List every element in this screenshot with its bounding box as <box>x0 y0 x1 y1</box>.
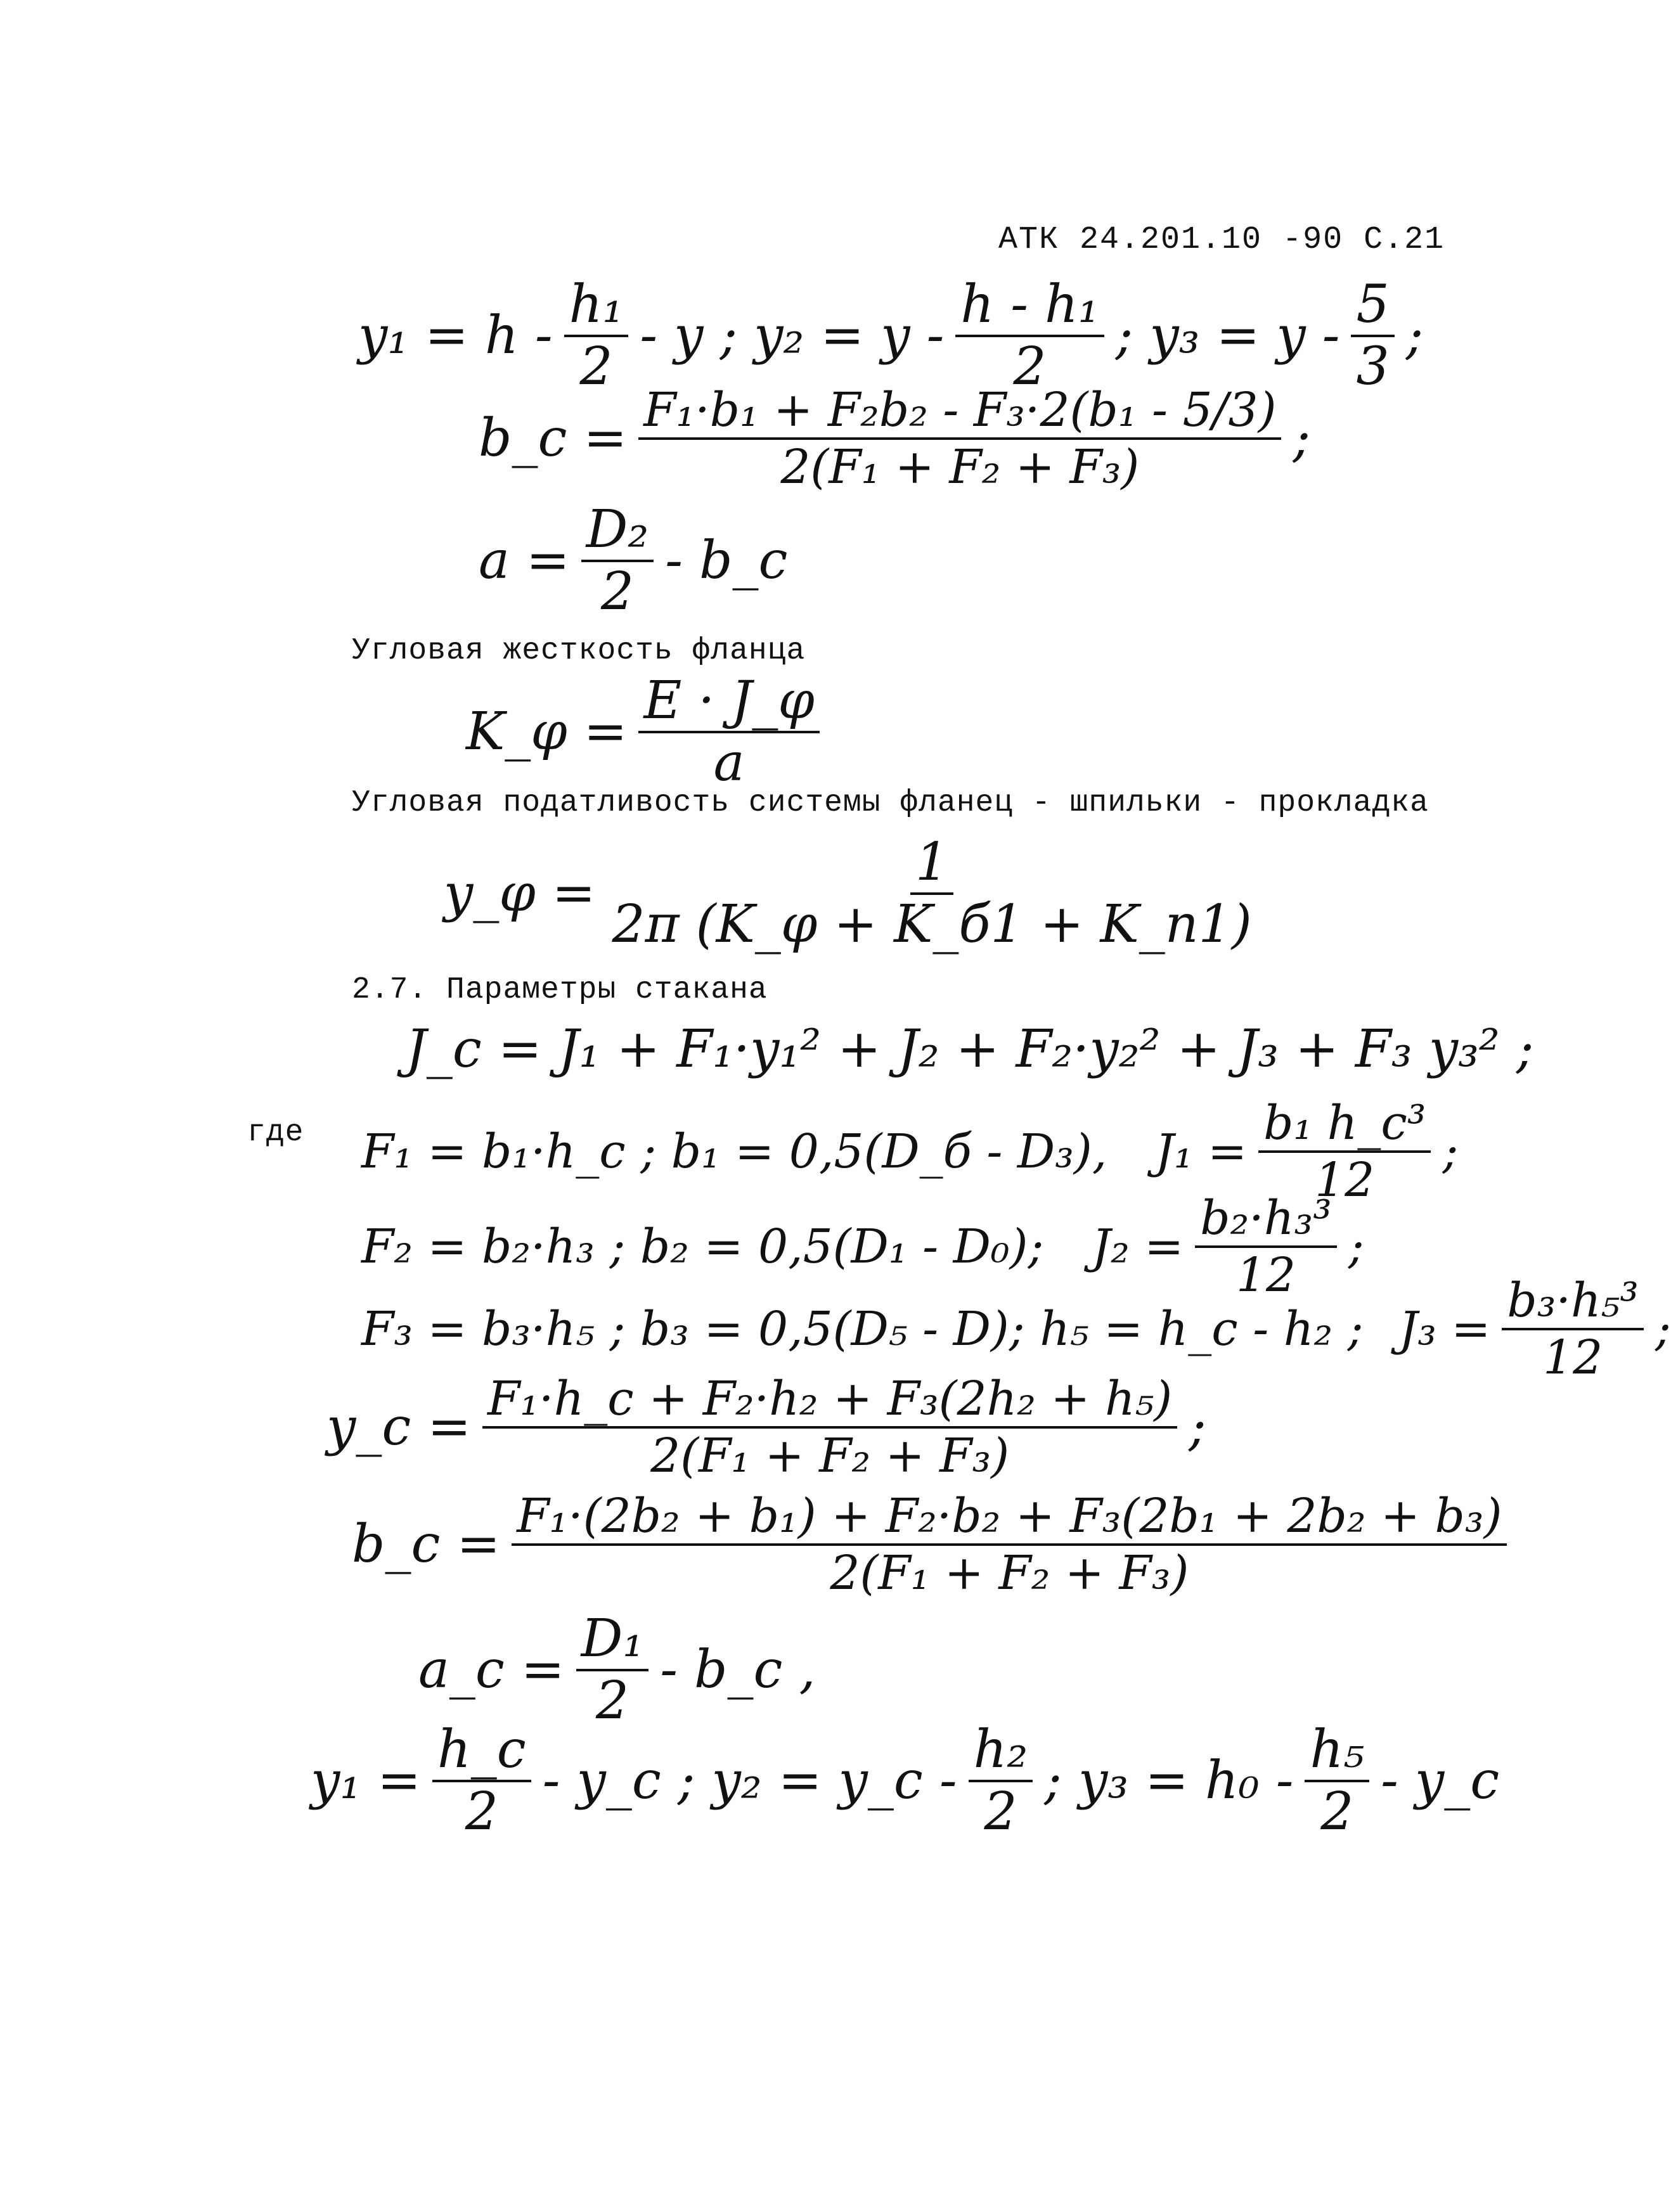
document-reference: АТК 24.201.10 -90 С.21 <box>998 222 1445 258</box>
formula-part: - y_c ; y₂ = y_c - <box>542 1751 957 1811</box>
formula-k-phi <box>466 671 820 793</box>
fraction <box>576 1609 649 1731</box>
numerator: F₁·(2b₂ + b₁) + F₂·b₂ + F₃(2b₁ + 2b₂ + b₃) <box>512 1493 1507 1546</box>
numerator: 1 <box>910 837 953 895</box>
formula-part: b_c = <box>479 408 628 468</box>
formula-part: y₁ = h - <box>358 305 553 366</box>
formula-part: ; <box>1405 305 1424 366</box>
formula-part: J₃ = <box>1398 1302 1491 1356</box>
fraction <box>432 1720 531 1842</box>
formula-part: a = <box>479 530 570 591</box>
denominator: 12 <box>1236 1248 1296 1302</box>
formula-part: - b_c <box>665 530 788 591</box>
formula-part: ; <box>1655 1302 1671 1356</box>
formula-a <box>479 499 788 622</box>
formula-part: F₃ = b₃·h₅ ; b₃ = 0,5(D₅ - D); h₅ = h_c - h₂ ; <box>361 1302 1364 1356</box>
numerator: b₁ h_c³ <box>1258 1100 1431 1153</box>
fraction <box>607 832 1257 955</box>
formula-part: K_φ = <box>466 702 628 762</box>
formula-part: y_φ = <box>444 863 596 923</box>
formula-bc <box>479 383 1311 494</box>
caption-angular-compliance: Угловая податливость системы фланец - шпильки - прокладка <box>352 786 1429 820</box>
numerator: h₅ <box>1305 1724 1369 1782</box>
formula-part: J₂ = <box>1092 1219 1184 1274</box>
formula-part: J₁ = <box>1155 1124 1248 1179</box>
formula-part: - y ; y₂ = y - <box>640 305 945 366</box>
numerator: E · J_φ <box>638 675 819 733</box>
numerator: F₁·h_c + F₂·h₂ + F₃(2h₂ + h₅) <box>482 1375 1177 1429</box>
formula-part: ; <box>1189 1397 1206 1457</box>
denominator: 2(F₁ + F₂ + F₃) <box>780 440 1140 494</box>
numerator: b₃·h₅³ <box>1502 1277 1644 1330</box>
formula-part: ; y₃ = y - <box>1115 305 1340 366</box>
formula-part: - b_c , <box>660 1640 816 1700</box>
fraction <box>512 1489 1507 1600</box>
numerator: D₂ <box>581 504 654 562</box>
denominator: 2 <box>579 337 613 397</box>
formula-part: F₂ = b₂·h₃ ; b₂ = 0,5(D₁ - D₀); <box>361 1219 1044 1274</box>
fraction <box>638 383 1281 494</box>
numerator: h₂ <box>969 1724 1033 1782</box>
formula-y-phi <box>444 832 1257 955</box>
numerator: h₁ <box>564 279 629 337</box>
formula-part: ; <box>1348 1219 1364 1274</box>
formula-part: ; <box>1442 1124 1459 1179</box>
formula-part: ; y₃ = h₀ - <box>1044 1751 1294 1811</box>
formula-part: b_c = <box>352 1514 501 1574</box>
denominator: a <box>713 733 745 793</box>
formula-part: y_c = <box>326 1397 472 1457</box>
denominator: 12 <box>1543 1330 1603 1385</box>
denominator: 2 <box>1320 1782 1354 1842</box>
fraction <box>482 1372 1177 1483</box>
denominator: 3 <box>1356 337 1390 397</box>
formula-bc-cup <box>352 1489 1507 1600</box>
label-where: где <box>247 1116 304 1150</box>
fraction <box>581 499 654 622</box>
formula-yc <box>326 1372 1206 1483</box>
fraction <box>564 274 629 397</box>
denominator: 2 <box>1013 337 1047 397</box>
formula-ac <box>418 1609 816 1731</box>
formula-part: F₁ = b₁·h_c ; b₁ = 0,5(D_б - D₃), <box>361 1124 1107 1179</box>
section-heading: 2.7. Параметры стакана <box>352 973 768 1007</box>
denominator: 2 <box>595 1671 629 1731</box>
denominator: 2 <box>465 1782 498 1842</box>
formula-part: - y_c <box>1381 1751 1500 1811</box>
formula-f3 <box>361 1273 1671 1385</box>
formula-y-coordinates <box>358 274 1424 397</box>
numerator: D₁ <box>576 1613 649 1671</box>
caption-angular-stiffness: Угловая жесткость фланца <box>352 634 806 668</box>
denominator: 12 <box>1315 1153 1375 1207</box>
formula-jc: J_c = J₁ + F₁·y₁² + J₂ + F₂·y₂² + J₃ + F₃ y₃² ; <box>406 1019 1534 1079</box>
denominator: 2 <box>984 1782 1017 1842</box>
formula-part: a_c = <box>418 1640 565 1700</box>
numerator: b₂·h₃³ <box>1195 1195 1337 1248</box>
numerator: 5 <box>1351 279 1394 337</box>
formula-y-cup <box>311 1720 1500 1842</box>
formula-part: y₁ = <box>311 1751 421 1811</box>
numerator: F₁·b₁ + F₂b₂ - F₃·2(b₁ - 5/3) <box>638 387 1281 440</box>
fraction <box>1305 1720 1369 1842</box>
denominator: 2 <box>600 562 635 622</box>
numerator: h_c <box>432 1724 531 1782</box>
numerator: h - h₁ <box>955 279 1104 337</box>
fraction <box>1258 1096 1431 1207</box>
formula-f1 <box>361 1096 1459 1207</box>
fraction <box>1502 1273 1644 1385</box>
denominator: 2(F₁ + F₂ + F₃) <box>830 1546 1189 1600</box>
denominator: 2π (K_φ + K_б1 + K_п1) <box>612 894 1252 955</box>
formula-part: ; <box>1293 408 1311 468</box>
fraction <box>955 274 1104 397</box>
fraction <box>638 671 819 793</box>
fraction <box>1351 274 1394 397</box>
denominator: 2(F₁ + F₂ + F₃) <box>650 1429 1010 1483</box>
fraction <box>969 1720 1033 1842</box>
